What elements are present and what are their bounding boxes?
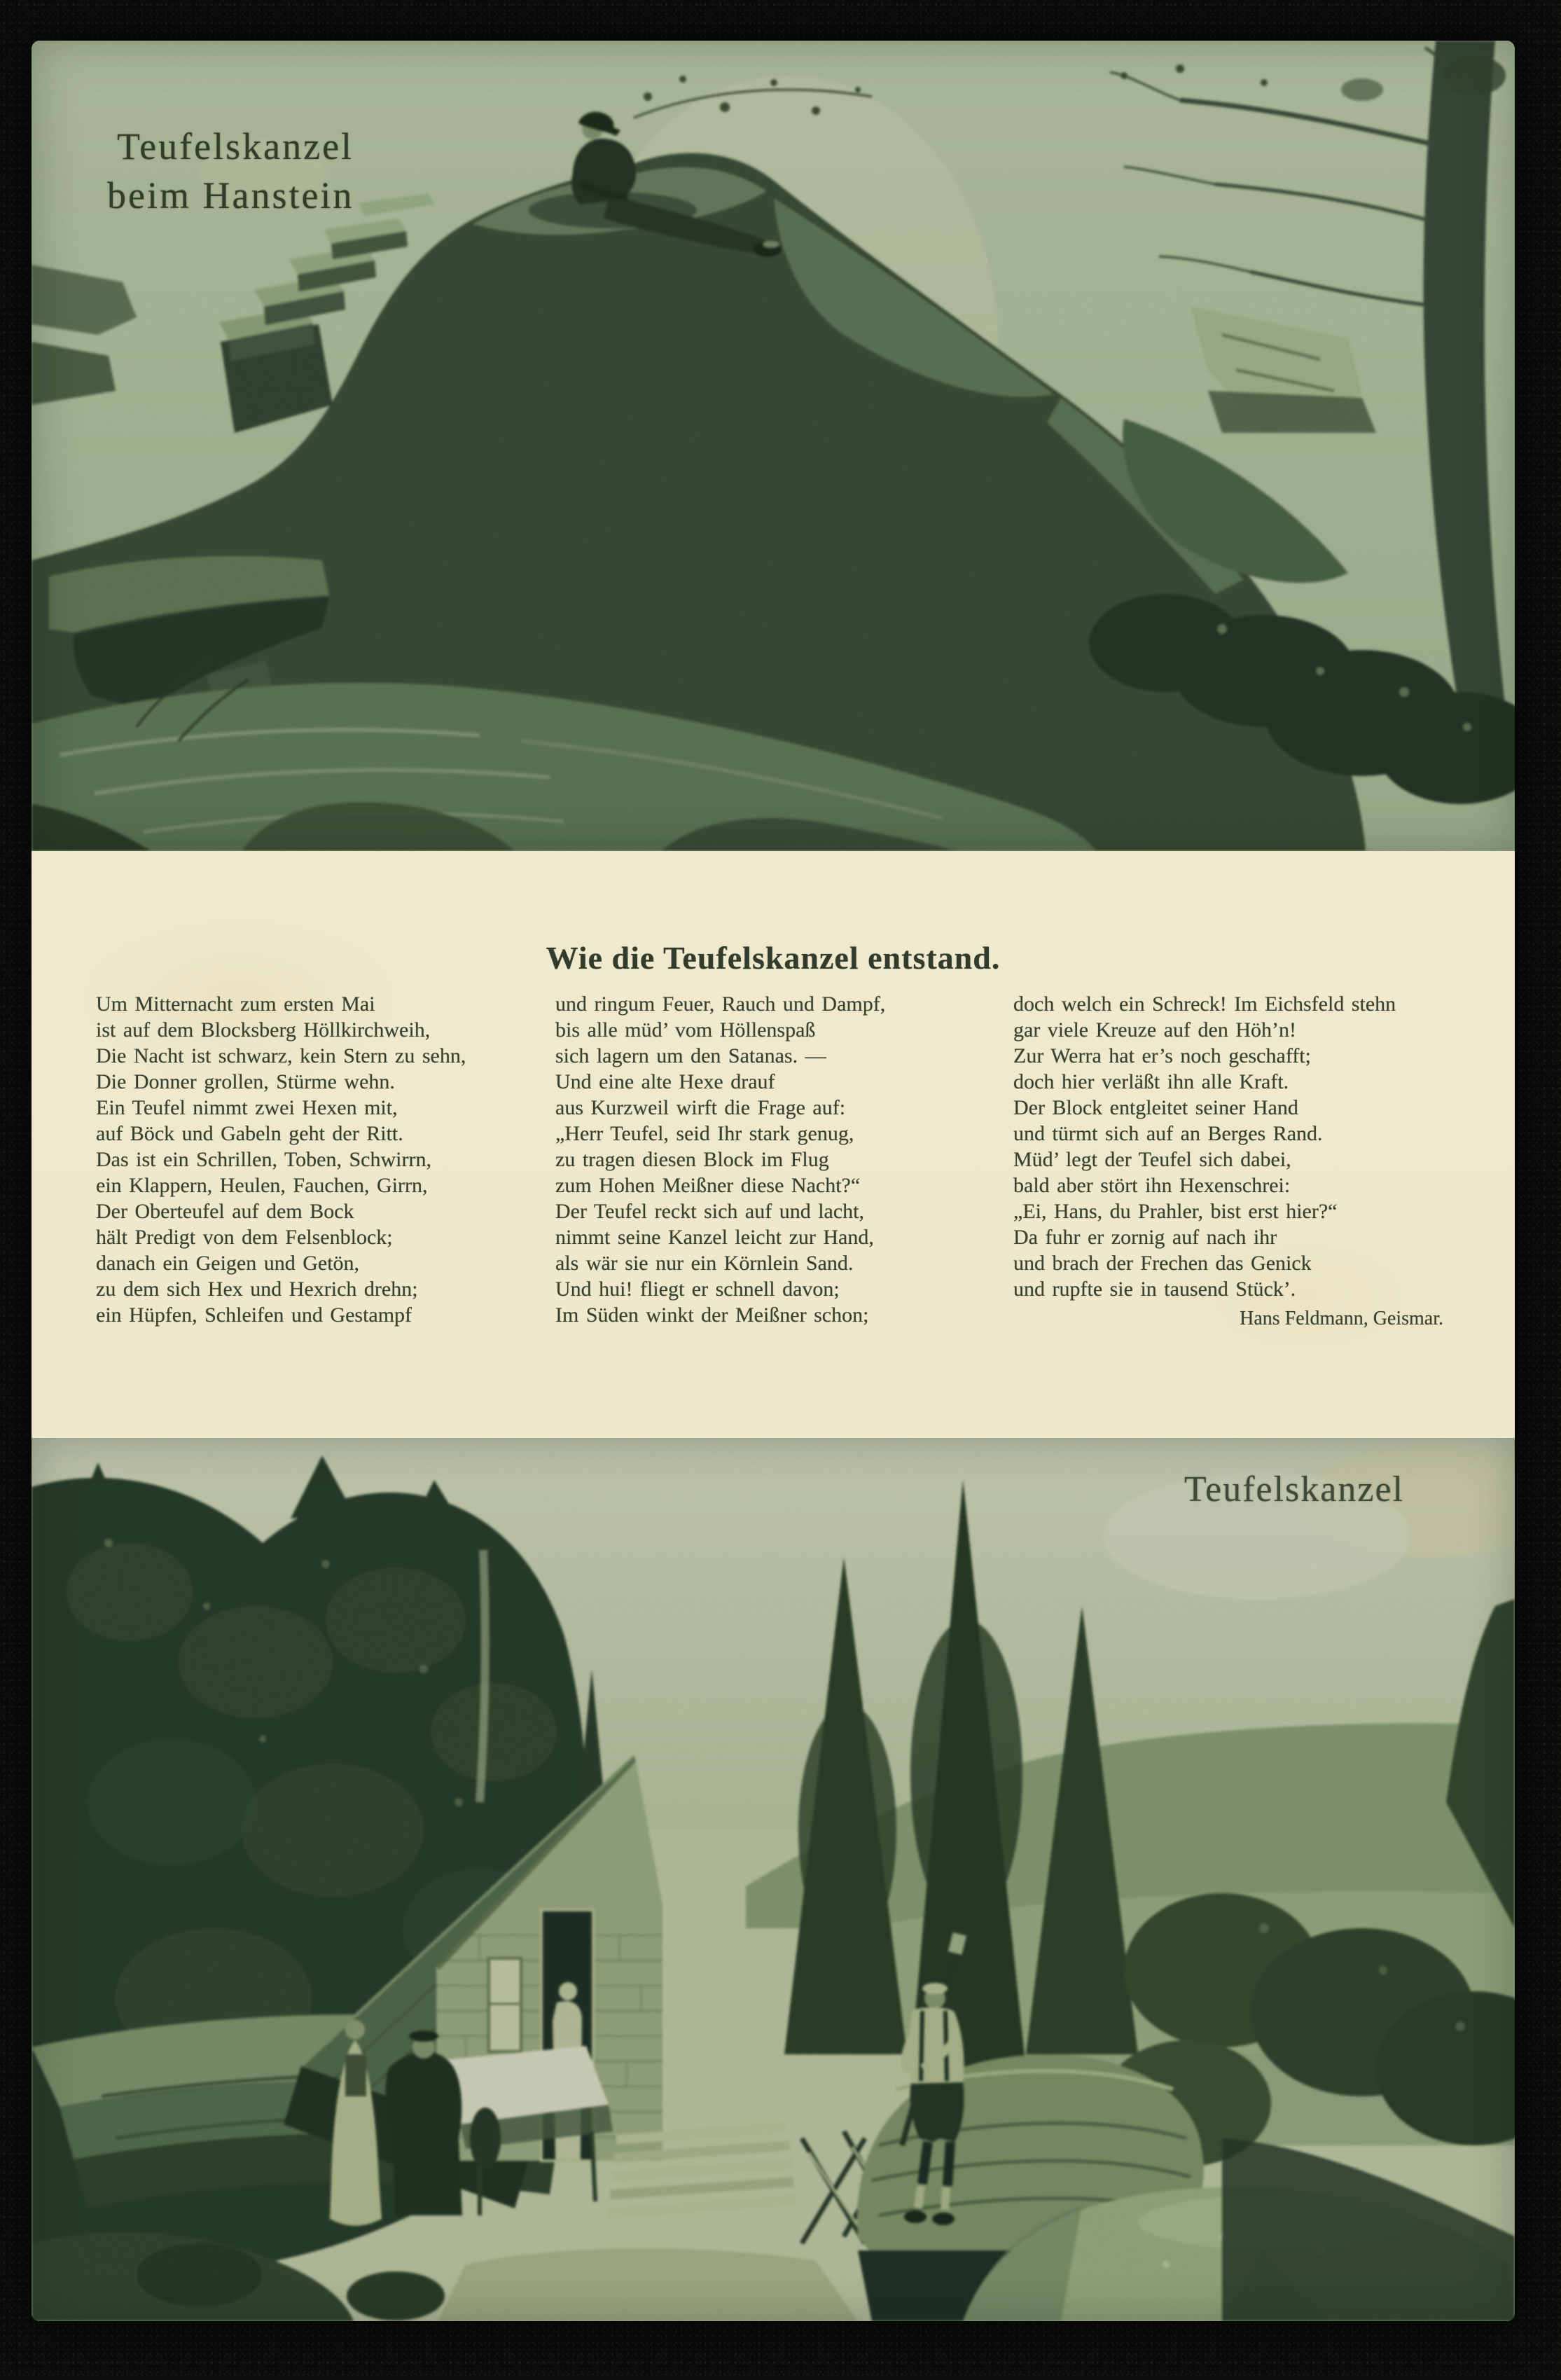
top-photo xyxy=(32,41,1515,851)
poem-line: „Ei, Hans, du Prahler, bist erst hier?“ xyxy=(1013,1200,1338,1223)
poem-line: Das ist ein Schrillen, Toben, Schwirrn, xyxy=(96,1148,431,1171)
poem-line: Um Mitternacht zum ersten Mai xyxy=(96,992,375,1016)
caption-line: Teufelskanzel xyxy=(117,125,354,167)
bottom-photo-caption: Teufelskanzel xyxy=(1184,1469,1404,1509)
poem-line: Und hui! fliegt er schnell davon; xyxy=(555,1278,840,1301)
poem-line: Müd’ legt der Teufel sich dabei, xyxy=(1013,1148,1291,1171)
poem-line: Die Donner grollen, Stürme wehn. xyxy=(96,1070,395,1093)
poem-column-1 xyxy=(96,991,544,1328)
poem-line: und rupfte sie in tausend Stück’. xyxy=(1013,1278,1296,1301)
poem-line: Da fuhr er zornig auf nach ihr xyxy=(1013,1226,1277,1249)
poem-attribution: Hans Feldmann, Geismar. xyxy=(1240,1308,1443,1329)
top-photo-caption xyxy=(107,122,354,220)
poem-line: ist auf dem Blocksberg Höllkirchweih, xyxy=(96,1018,431,1042)
poem-title: Wie die Teufelskanzel entstand. xyxy=(546,940,1001,976)
poem-line: Die Nacht ist schwarz, kein Stern zu sehn, xyxy=(96,1044,466,1067)
poem-line: hält Predigt von dem Felsenblock; xyxy=(96,1226,393,1249)
poem-line: als wär sie nur ein Körnlein Sand. xyxy=(555,1252,854,1275)
poem-line: bis alle müd’ vom Höllenspaß xyxy=(555,1018,816,1042)
poem-line: zum Hohen Meißner diese Nacht?“ xyxy=(555,1174,861,1197)
poem-column-2 xyxy=(555,991,1007,1328)
poem-line: aus Kurzweil wirft die Frage auf: xyxy=(555,1096,846,1119)
bottom-photo-illustration xyxy=(32,1438,1515,2321)
poem-line: ein Klappern, Heulen, Fauchen, Girrn, xyxy=(96,1174,428,1197)
poem-column-3 xyxy=(1013,991,1480,1331)
film-grain xyxy=(32,1438,1515,2321)
poem-line: Ein Teufel nimmt zwei Hexen mit, xyxy=(96,1096,398,1119)
poem-line: „Herr Teufel, seid Ihr stark genug, xyxy=(555,1122,854,1145)
poem-line: doch welch ein Schreck! Im Eichsfeld stehn xyxy=(1013,992,1396,1016)
poem-line: und brach der Frechen das Genick xyxy=(1013,1252,1312,1275)
postcard xyxy=(32,41,1515,2321)
poem-line: danach ein Geigen und Getön, xyxy=(96,1252,360,1275)
poem-line: nimmt seine Kanzel leicht zur Hand, xyxy=(555,1226,874,1249)
poem-line: zu tragen diesen Block im Flug xyxy=(555,1148,829,1171)
caption-line: beim Hanstein xyxy=(107,174,354,216)
poem-section xyxy=(32,851,1515,1438)
poem-line: doch hier verläßt ihn alle Kraft. xyxy=(1013,1070,1289,1093)
poem-line: Der Block entgleitet seiner Hand xyxy=(1013,1096,1298,1119)
bottom-photo xyxy=(32,1438,1515,2321)
poem-line: ein Hüpfen, Schleifen und Gestampf xyxy=(96,1303,412,1327)
poem-line: Zur Werra hat er’s noch geschafft; xyxy=(1013,1044,1311,1067)
poem-line: zu dem sich Hex und Hexrich drehn; xyxy=(96,1278,418,1301)
poem-line: Und eine alte Hexe drauf xyxy=(555,1070,775,1093)
poem-line: und türmt sich auf an Berges Rand. xyxy=(1013,1122,1323,1145)
poem-line: auf Böck und Gabeln geht der Ritt. xyxy=(96,1122,403,1145)
poem-line: Im Süden winkt der Meißner schon; xyxy=(555,1303,869,1327)
poem-line: Der Teufel reckt sich auf und lacht, xyxy=(555,1200,865,1223)
poem-line: Der Oberteufel auf dem Bock xyxy=(96,1200,354,1223)
poem-line: sich lagern um den Satanas. — xyxy=(555,1044,826,1067)
poem-line: bald aber stört ihn Hexenschrei: xyxy=(1013,1174,1291,1197)
poem-line: gar viele Kreuze auf den Höh’n! xyxy=(1013,1018,1296,1042)
poem-line: und ringum Feuer, Rauch und Dampf, xyxy=(555,992,886,1016)
